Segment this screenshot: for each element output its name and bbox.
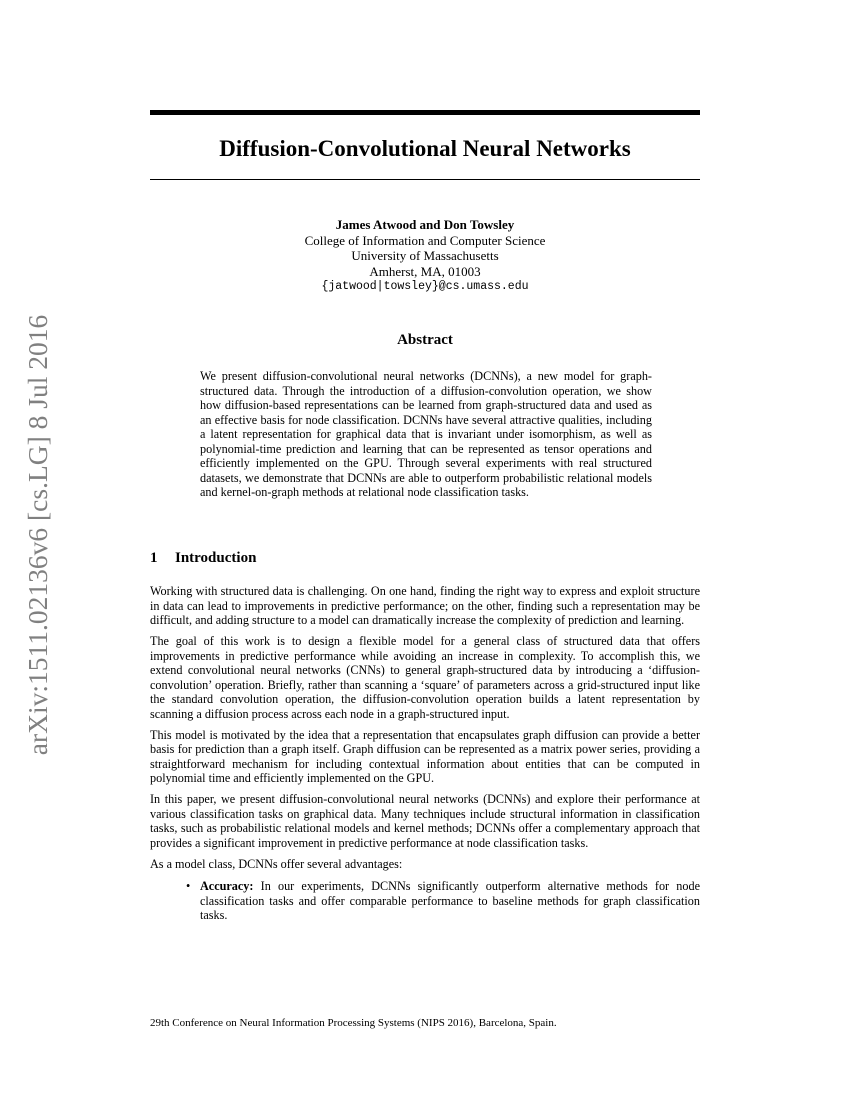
introduction-body bbox=[150, 584, 700, 923]
abstract-text: We present diffusion-convolutional neural networks (DCNNs), a new model for graph-structured data. Through the introduction of a diffusion-convolution operation, we show how diffusion-based representations can be learned from graph-structured data and used as an effective basis for node classification. DCNNs have several attractive qualities, including a latent representation for graphical data that is invariant under isomorphism, as well as polynomial-time prediction and learning that can be represented as tensor operations and efficiently implemented on the GPU. Through several experiments with real structured datasets, we demonstrate that DCNNs are able to outperform probabilistic relational models and kernel-on-graph methods at relational node classification tasks. bbox=[200, 369, 652, 499]
paragraph: The goal of this work is to design a flexible model for a general class of structured data that offers improvements in predictive performance while avoiding an increase in complexity. To accomplish this, we extend convolutional neural networks (CNNs) to general graph-structured data by introducing a ‘diffusion-convolution’ operation. Briefly, rather than scanning a ‘square’ of parameters across a grid-structured input like the standard convolution operation, the diffusion-convolution operation builds a latent representation by scanning a diffusion process across each node in a graph-structured input. bbox=[150, 634, 700, 721]
affiliation-university: University of Massachusetts bbox=[351, 248, 499, 263]
conference-footnote: 29th Conference on Neural Information Processing Systems (NIPS 2016), Barcelona, Spain. bbox=[150, 1017, 557, 1029]
section-heading bbox=[150, 550, 256, 567]
paper-title: Diffusion-Convolutional Neural Networks bbox=[219, 136, 631, 161]
author-email: {jatwood|towsley}@cs.umass.edu bbox=[321, 280, 529, 293]
paragraph: In this paper, we present diffusion-convolutional neural networks (DCNNs) and explore their performance at various classification tasks on graphical data. Many techniques include structural information in classification tasks, such as probabilistic relational models and kernel methods; DCNNs offer a complementary approach that provides a significant improvement in predictive performance at node classification tasks. bbox=[150, 792, 700, 850]
arxiv-identifier: arXiv:1511.02136v6 [cs.LG] 8 Jul 2016 bbox=[22, 314, 53, 756]
affiliation-location: Amherst, MA, 01003 bbox=[369, 263, 481, 279]
list-item bbox=[186, 879, 700, 923]
paragraph: Working with structured data is challenging. On one hand, finding the right way to express and exploit structure in data can lead to improvements in predictive performance; on the other, finding such a representation may be difficult, and adding structure to a model can dramatically increase the complexity of prediction and learning. bbox=[150, 584, 700, 627]
list-item-label: Accuracy: bbox=[200, 879, 254, 893]
paragraph: As a model class, DCNNs offer several advantages: bbox=[150, 856, 403, 871]
list-item-text: In our experiments, DCNNs significantly outperform alternative methods for node classification tasks and offer comparable performance to baseline methods for graph classification tasks. bbox=[200, 879, 700, 922]
author-names: James Atwood and Don Towsley bbox=[335, 217, 515, 232]
author-block bbox=[150, 217, 700, 295]
affiliation-college: College of Information and Computer Science bbox=[304, 232, 546, 248]
abstract-heading: Abstract bbox=[397, 332, 453, 348]
title-bottom-rule bbox=[150, 179, 700, 180]
section-title: Introduction bbox=[175, 550, 257, 566]
advantages-list bbox=[150, 879, 700, 923]
title-top-rule bbox=[150, 110, 700, 115]
paragraph: This model is motivated by the idea that a representation that encapsulates graph diffusion can provide a better basis for prediction than a graph itself. Graph diffusion can be represented as a matrix power series, providing a straightforward mechanism for including contextual information about entities that can be computed in polynomial time and efficiently implemented on the GPU. bbox=[150, 727, 700, 785]
bullet-marker: • bbox=[186, 879, 191, 893]
section-number: 1 bbox=[150, 550, 158, 566]
